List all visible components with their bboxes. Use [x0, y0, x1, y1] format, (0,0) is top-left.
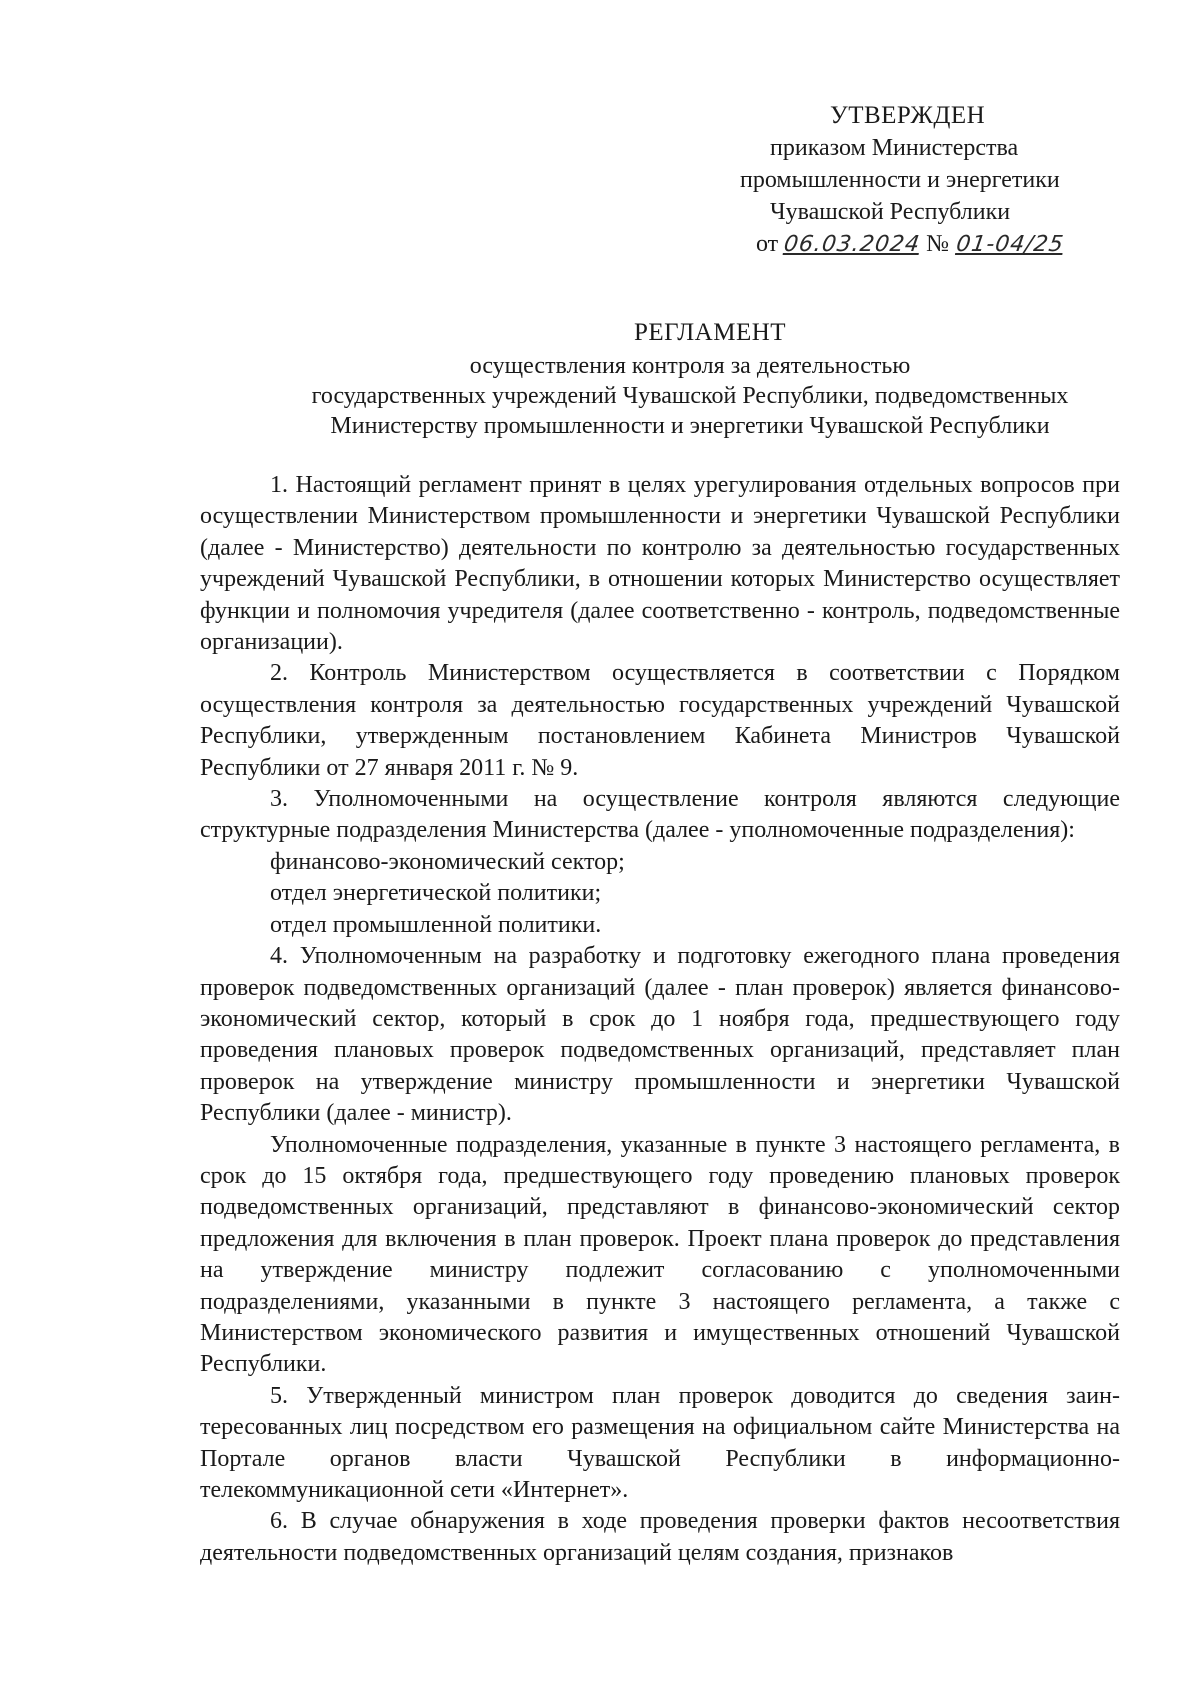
- document-title: РЕГЛАМЕНТ: [633, 319, 787, 346]
- paragraph-3: 3. Уполномоченными на осуществление контроля являются следующие структурные подразделения Министерства (далее - уполномоченные подразделения):: [200, 786, 1120, 844]
- handwritten-number: 01-04/25: [954, 232, 1066, 257]
- approval-line-3: Чувашской Республики: [770, 199, 1011, 225]
- list-item: отдел энергетической политики;: [270, 880, 602, 907]
- document-body: [200, 470, 1120, 1569]
- paragraph-2: 2. Контроль Министерством осуществляется в соответствии с Порядком осуществления контроля за деятельностью государственных учреждений Чувашской Республики, утвержденным постановлением Кабинета Министров Чувашской Республики от 27 января 2011 г. № 9.: [200, 660, 1120, 781]
- paragraph-4: 4. Уполномоченным на разработку и подготовку ежегодного плана проведения проверок подведомственных организаций (далее - план проверок) является финансово-экономический сектор, который в срок до 1 ноября года, предшествующего году проведения плановых проверок подведомственных организаций, представляет план проверок на утверждение министру промышленности и энергетики Чувашской Республики (далее - министр).: [200, 943, 1120, 1127]
- approval-date-line: [720, 228, 1120, 261]
- paragraph-4-continued: Уполномоченные подразделения, указанные в пункте 3 настоящего регламента, в срок до 15 октября года, предшествующего году проведению плановых проверок подведомственных организаций, представляют в финансово-экономический сектор предложения для включения в план проверок. Проект плана проверок до представления на утверждение министру подлежит согласованию с уполномоченными подразделениями, указанными в пункте 3 настоящего регламента, а также с Министерством экономического развития и имущественных отношений Чувашской Республики.: [200, 1131, 1120, 1378]
- approval-line-2: промышленности и энергетики: [740, 167, 1060, 193]
- paragraph-6: 6. В случае обнаружения в ходе проведения проверки фактов несоответствия деятельности подведомственных организаций целям создания, признаков: [200, 1508, 1120, 1566]
- number-prefix: №: [926, 231, 950, 257]
- approval-line-1: приказом Министерства: [770, 135, 1019, 161]
- date-prefix: от: [756, 231, 779, 257]
- handwritten-date: 06.03.2024: [782, 232, 922, 257]
- heading-line-3: Министерству промышленности и энергетики Чувашской Республики: [330, 413, 1050, 439]
- paragraph-1: 1. Настоящий регламент принят в целях урегулирования отдельных вопросов при осуществлении Министерством промышленности и энергетики Чувашской Республики (далее - Министерство) деятельности по контролю за деятельностью государственных учреждений Чувашской Республики, в отношении которых Министерство осуществляет функции и полномочия учредителя (далее соответственно - контроль, подведомственные организации).: [200, 472, 1120, 656]
- heading-line-2: государственных учреждений Чувашской Республики, подведомственных: [311, 383, 1069, 409]
- approval-block: [720, 100, 1120, 261]
- paragraph-5: 5. Утвержденный министром план проверок доводится до сведения заинтересованных лиц посредством его размещения на официальном сайте Министерства на Портале органов власти Чувашской Республики в информационно-телекоммуникационной сети «Интернет».: [200, 1382, 1120, 1503]
- list-item: отдел промышленной политики.: [270, 911, 602, 938]
- heading-line-1: осуществления контроля за деятельностью: [469, 353, 911, 379]
- approval-title: УТВЕРЖДЕН: [830, 102, 986, 129]
- document-heading: [200, 318, 1180, 441]
- list-item: финансово-экономический сектор;: [270, 848, 625, 875]
